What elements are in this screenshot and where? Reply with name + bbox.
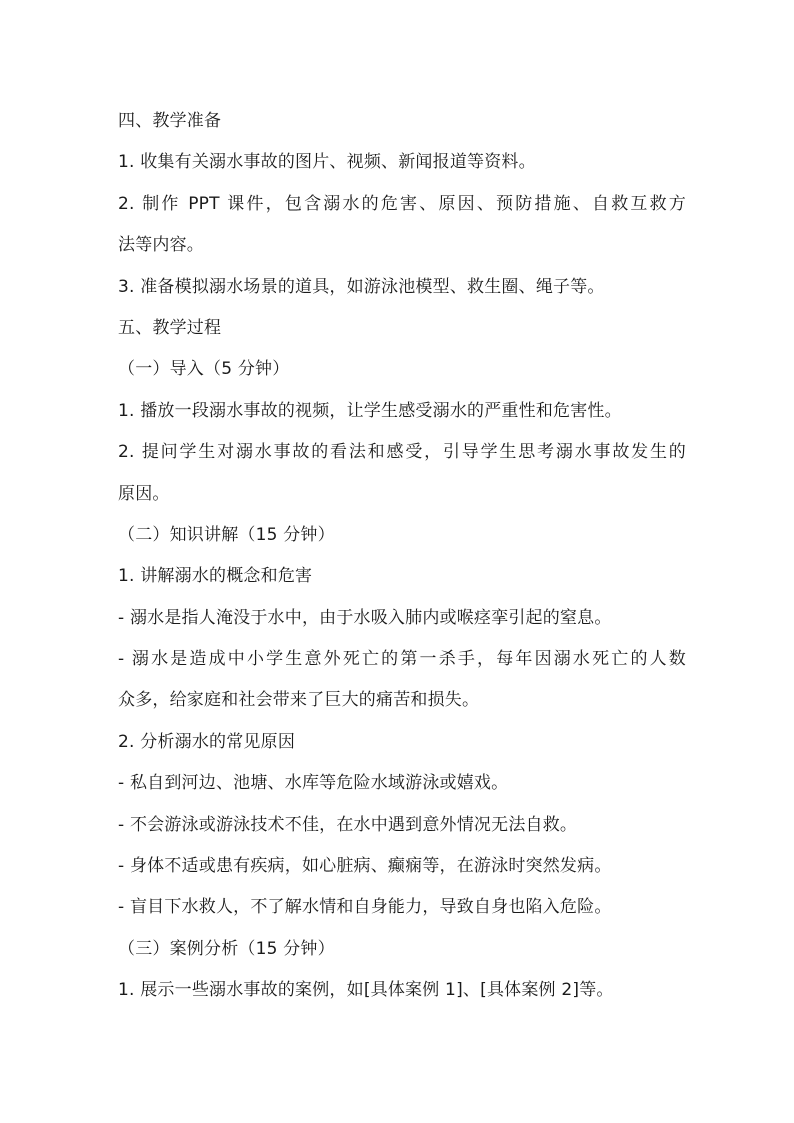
section-heading: 五、教学过程 bbox=[118, 317, 222, 338]
section-heading: 四、教学准备 bbox=[118, 111, 222, 131]
list-item: 3. 准备模拟溺水场景的道具，如游泳池模型、救生圈、绳子等。 bbox=[118, 276, 605, 297]
list-item: 1. 播放一段溺水事故的视频，让学生感受溺水的严重性和危害性。 bbox=[118, 400, 622, 421]
list-item: 1. 收集有关溺水事故的图片、视频、新闻报道等资料。 bbox=[118, 152, 536, 173]
list-item-continuation: 原因。 bbox=[118, 483, 170, 504]
bullet-item-continuation: 众多，给家庭和社会带来了巨大的痛苦和损失。 bbox=[118, 690, 480, 711]
subsection-heading: （二）知识讲解（15 分钟） bbox=[118, 524, 335, 545]
list-item: 2. 提问学生对溺水事故的看法和感受，引导学生思考溺水事故发生的 bbox=[118, 442, 686, 463]
subsection-heading: （三）案例分析（15 分钟） bbox=[118, 938, 335, 959]
document-body bbox=[118, 101, 686, 1012]
bullet-item: - 溺水是造成中小学生意外死亡的第一杀手，每年因溺水死亡的人数 bbox=[118, 649, 686, 670]
list-item-continuation: 法等内容。 bbox=[118, 235, 204, 256]
bullet-item: - 私自到河边、池塘、水库等危险水域游泳或嬉戏。 bbox=[118, 773, 509, 794]
list-item: 1. 讲解溺水的概念和危害 bbox=[118, 566, 313, 587]
bullet-item: - 身体不适或患有疾病，如心脏病、癫痫等，在游泳时突然发病。 bbox=[118, 856, 612, 877]
subsection-heading: （一）导入（5 分钟） bbox=[118, 359, 290, 380]
bullet-item: - 不会游泳或游泳技术不佳，在水中遇到意外情况无法自救。 bbox=[118, 814, 578, 835]
bullet-item: - 溺水是指人淹没于水中，由于水吸入肺内或喉痉挛引起的窒息。 bbox=[118, 607, 612, 628]
list-item: 2. 分析溺水的常见原因 bbox=[118, 731, 296, 752]
bullet-item: - 盲目下水救人，不了解水情和自身能力，导致自身也陷入危险。 bbox=[118, 897, 612, 918]
list-item: 2. 制作 PPT 课件，包含溺水的危害、原因、预防措施、自救互救方 bbox=[118, 193, 686, 214]
list-item: 1. 展示一些溺水事故的案例，如[具体案例 1]、[具体案例 2]等。 bbox=[118, 980, 614, 1001]
